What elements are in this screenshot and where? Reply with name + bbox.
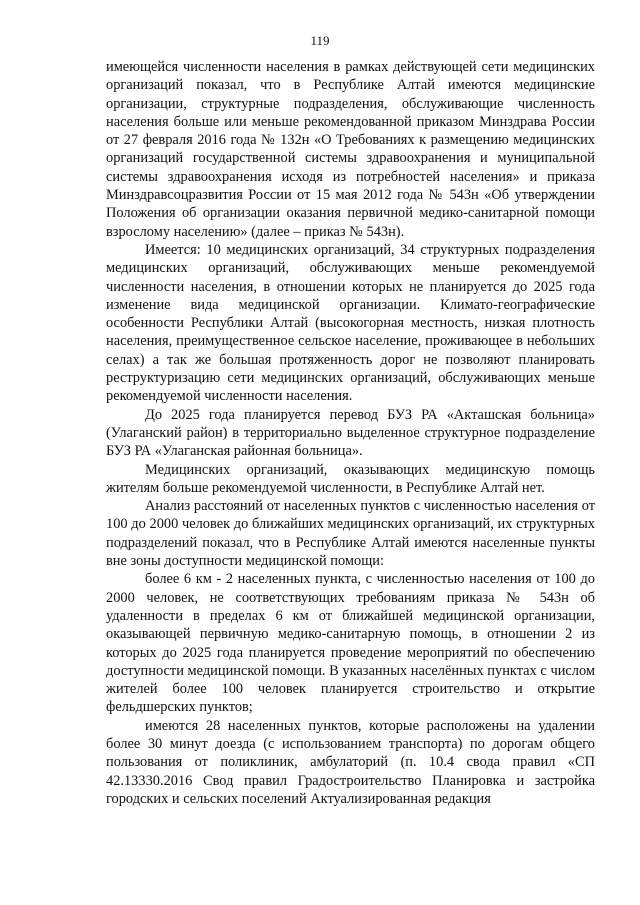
document-body [106,58,595,808]
paragraph-distance-analysis: Анализ расстояний от населенных пунктов с численностью населения от 100 до 2000 человек до ближайших медицинских организаций, их структурных подразделений показал, что в Республике Алтай имеются населенные пункты вне зоны доступности медицинской помощи: [106,498,595,570]
paragraph-30-minutes-travel: имеются 28 населенных пунктов, которые расположены на удалении более 30 минут доезда (с использованием транспорта) по дорогам общего пользования от поликлиник, амбулаторий (п. 10.4 свода правил «СП 42.13330.2016 Свод правил Градостроительство Планировка и застройка городских и сельских поселений Актуализированная редакция [106,717,595,807]
paragraph-no-overloaded-organizations: Медицинских организаций, оказывающих медицинскую помощь жителям больше рекомендуемой численности, в Республике Алтай нет. [106,461,595,496]
paragraph-organizations-count: Имеется: 10 медицинских организаций, 34 структурных подразделения медицинских организаций, обслуживающих меньше рекомендуемой численности населения, в отношении которых не планируется до 2025 года изменение вида медицинской организации. Климато-географические особенности Республики Алтай (высокогорная местность, низкая плотность населения, преимущественное сельское население, проживающее в небольших селах) а так же большая протяженность дорог не позволяют планировать реструктуризацию сети медицинских организаций, обслуживающих меньше рекомендуемой численности населения. [106,241,595,405]
paragraph-more-than-6km: более 6 км - 2 населенных пункта, с численностью населения от 100 до 2000 человек, не соответствующих требованиям приказа № 543н об удаленности в пределах 6 км от ближайшей медицинской организации, оказывающей первичную медико-санитарную помощь, в отношении 2 из которых до 2025 года планируется проведение мероприятий по обеспечению доступности медицинской помощи. В указанных населённых пунктах с числом жителей более 100 человек планируется строительство и открытие фельдшерских пунктов; [106,571,595,716]
paragraph-aktash-hospital: До 2025 года планируется перевод БУЗ РА «Акташская больница» (Улаганский район) в территориально выделенное структурное подразделение БУЗ РА «Улаганская районная больница». [106,406,595,460]
paragraph-analysis-continuation: имеющейся численности населения в рамках действующей сети медицинских организаций показал, что в Республике Алтай имеются медицинские организации, структурные подразделения, обслуживающие численность населения больше или меньше рекомендованной приказом Минздрава России от 27 февраля 2016 года № 132н «О Требованиях к размещению медицинских организаций государственной системы здравоохранения и муниципальной системы здравоохранения исходя из потребностей населения» и приказа Минздравсоцразвития России от 15 мая 2012 года № 543н «Об утверждении Положения об организации оказания первичной медико-санитарной помощи взрослому населению» (далее – приказ № 543н). [106,59,595,240]
page-number: 119 [310,33,330,48]
